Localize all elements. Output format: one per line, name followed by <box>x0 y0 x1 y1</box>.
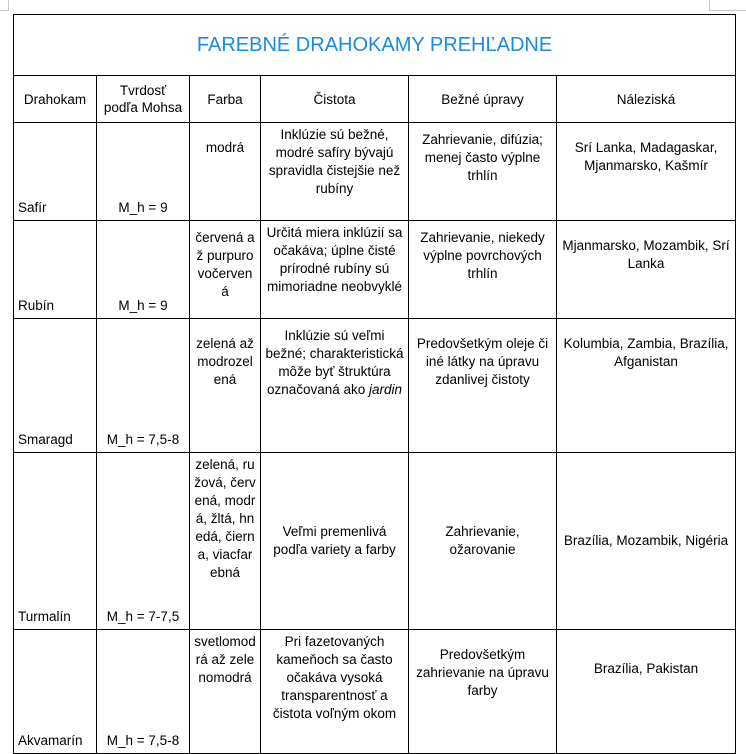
table-row <box>14 123 736 221</box>
gem-clarity-term: jardin <box>369 382 403 397</box>
gem-localities: Kolumbia, Zambia, Brazília, Afganistan <box>557 319 736 453</box>
table-row <box>14 319 736 453</box>
table-row <box>14 221 736 319</box>
gem-color: zelená, ružová, červená, modrá, žltá, hnedá, čierna, viacfarebná <box>190 453 261 630</box>
gem-treatments: Zahrievanie, niekedy výplne povrchových trhlín <box>409 221 557 319</box>
header-treatments: Bežné úpravy <box>409 76 557 123</box>
gem-clarity-text: Inklúzie sú veľmi bežné; charakteristická môže byť štruktúra označovaná ako <box>265 328 404 397</box>
header-clarity: Čistota <box>261 76 409 123</box>
gem-hardness: M_h = 7,5-8 <box>97 319 190 453</box>
gem-name: Smaragd <box>14 319 97 453</box>
page-corner-mark-right <box>709 0 746 11</box>
gem-clarity: Veľmi premenlivá podľa variety a farby <box>261 453 409 630</box>
gem-clarity <box>261 319 409 453</box>
gem-treatments: Predovšetkým oleje či iné látky na úpravu zdanlivej čistoty <box>409 319 557 453</box>
gem-clarity: Pri fazetovaných kameňoch sa často očakáva vysoká transparentnosť a čistota voľným okom <box>261 630 409 754</box>
gem-name: Safír <box>14 123 97 221</box>
gemstone-table <box>13 14 736 754</box>
gem-hardness: M_h = 7-7,5 <box>97 453 190 630</box>
header-gem: Drahokam <box>14 76 97 123</box>
gem-name: Turmalín <box>14 453 97 630</box>
gem-treatments: Zahrievanie, ožarovanie <box>409 453 557 630</box>
page-corner-mark-left <box>0 0 9 11</box>
header-color: Farba <box>190 76 261 123</box>
gem-color: svetlomodrá až zelenomodrá <box>190 630 261 754</box>
table-title: FAREBNÉ DRAHOKAMY PREHĽADNE <box>14 15 736 76</box>
gem-color: modrá <box>190 123 261 221</box>
gem-localities: Srí Lanka, Madagaskar, Mjanmarsko, Kašmír <box>557 123 736 221</box>
gem-clarity: Inklúzie sú bežné, modré safíry bývajú spravidla čistejšie než rubíny <box>261 123 409 221</box>
gem-localities: Mjanmarsko, Mozambik, Srí Lanka <box>557 221 736 319</box>
gem-color: zelená až modrozelená <box>190 319 261 453</box>
header-localities: Náleziská <box>557 76 736 123</box>
gem-color: červená až purpurovočervená <box>190 221 261 319</box>
gem-name: Akvamarín <box>14 630 97 754</box>
table-row <box>14 453 736 630</box>
gem-treatments: Zahrievanie, difúzia; menej často výplne trhlín <box>409 123 557 221</box>
gem-hardness: M_h = 9 <box>97 123 190 221</box>
gem-localities: Brazília, Pakistan <box>557 630 736 754</box>
gem-hardness: M_h = 7,5-8 <box>97 630 190 754</box>
gem-treatments: Predovšetkým zahrievanie na úpravu farby <box>409 630 557 754</box>
gem-name: Rubín <box>14 221 97 319</box>
header-hardness: Tvrdosť podľa Mohsa <box>97 76 190 123</box>
gem-clarity: Určitá miera inklúzií sa očakáva; úplne čisté prírodné rubíny sú mimoriadne neobvyklé <box>261 221 409 319</box>
gem-hardness: M_h = 9 <box>97 221 190 319</box>
table-row <box>14 630 736 754</box>
gem-localities: Brazília, Mozambik, Nigéria <box>557 453 736 630</box>
